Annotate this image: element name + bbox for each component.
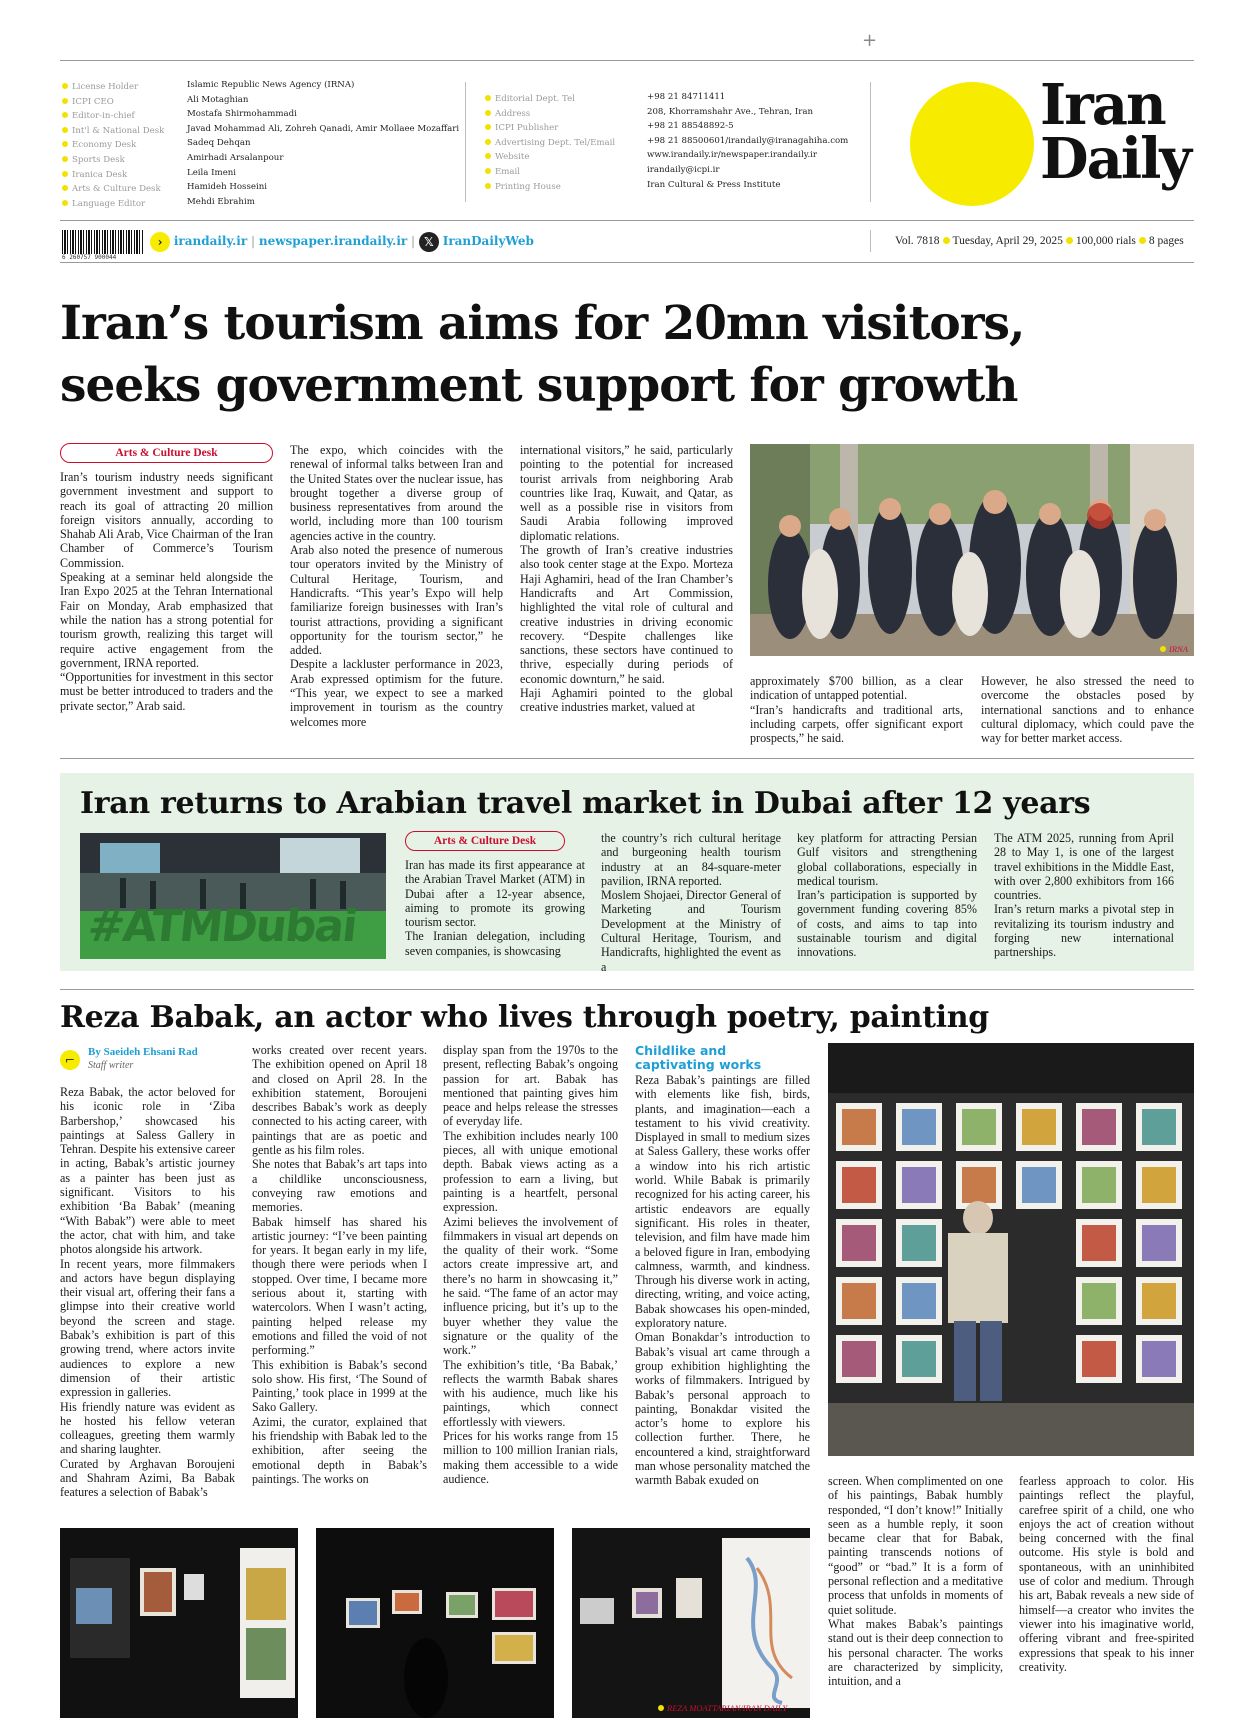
paragraph: Iran’s participation is supported by government funding covering 85% of costs, and aims to tap into sustainable tourism and digital innovations. [797,888,977,960]
masthead-value: irandaily@icpi.ir [647,164,720,175]
staff-labels [62,80,164,211]
article1-photo-credit: IRNA [1160,644,1188,654]
masthead-label: Printing House [485,180,615,195]
paragraph: The exhibition includes nearly 100 pieces, all with unique emotional depth. Babak views acting as a profession to earn a living, but painting is a heartfelt, personal expression. [443,1128,618,1215]
masthead-label: License Holder [62,80,164,95]
masthead-value: Mehdi Ebrahim [187,196,255,207]
masthead-value: Sadeq Dehqan [187,138,251,149]
masthead-value: Hamideh Hosseini [187,182,267,193]
masthead-value: Amirhadi Arsalanpour [187,152,284,163]
web-links: › irandaily.ir | newspaper.irandaily.ir | 𝕏 IranDailyWeb [150,228,534,254]
masthead-label: Arts & Culture Desk [62,182,164,197]
paragraph: The expo, which coincides with the renewal of informal talks between Iran and the United States over the nuclear issue, has brought together a diverse group of business representatives from around the world, including more than 100 tourism agencies active in the country. [290,443,503,543]
article3-col4 [635,1073,810,1488]
paragraph: Moslem Shojaei, Director General of Marketing and Tourism Development at the Ministry of Cultural Heritage, Tourism, and Handicrafts, highlighted the event as a [601,888,781,974]
article2-rule [60,989,1194,990]
paragraph: Arab also noted the presence of numerous tour operators invited by the Ministry of Cultural Heritage, Tourism, and Handicrafts. “This year’s Expo will help familiarize foreign businesses with Iran’s tourist attractions, providing a significant opportunity for the tourism sector,” he added. [290,543,503,658]
newspaper-link[interactable]: newspaper.irandaily.ir [258,234,408,248]
article3-col6 [1019,1474,1194,1674]
registration-mark: + [862,30,878,51]
paragraph: Despite a lackluster performance in 2023, Arab expressed optimism for the future. “This year, we expect to see a marked improvement in tourism as the country welcomes more [290,657,503,729]
paragraph: The ATM 2025, running from April 28 to May 1, is one of the largest travel exhibitions in the Middle East, with over 2,800 exhibitors from 166 countries. [994,831,1174,903]
article2-desk-badge: Arts & Culture Desk [405,831,565,851]
tourists-photo [750,444,1194,656]
paragraph: However, he also stressed the need to overcome the obstacles posed by international sanctions and to enhance cultural diplomacy, which could pave the way for better market access. [981,674,1194,746]
paragraph: Iran’s return marks a pivotal step in revitalizing its tourism industry and forging new international partnerships. [994,902,1174,960]
masthead-value: +98 21 84711411 [647,92,726,102]
masthead-value: Ali Motaghian [187,94,249,105]
x-social-icon: 𝕏 [419,232,439,252]
paragraph: Iran has made its first appearance at the Arabian Travel Market (ATM) in Dubai after a 12-year absence, aiming to promote its growing tourism sector. [405,858,585,930]
article1-col2 [290,443,503,729]
staff-values [187,78,459,209]
masthead-label: Email [485,165,615,180]
paragraph: This exhibition is Babak’s second solo show. His first, ‘The Sound of Painting,’ took place in 1999 at the Sako Gallery. [252,1357,427,1415]
paragraph: She notes that Babak’s art taps into a childlike unconsciousness, conveying raw emotions and memories. [252,1157,427,1215]
paragraph: “Iran’s handicrafts and traditional arts, including carpets, offer significant export prospects,” he said. [750,702,963,746]
paragraph: Curated by Arghavan Boroujeni and Shahram Azimi, Ba Babak features a selection of Babak’s [60,1456,235,1500]
issue-date: Tuesday, April 29, 2025 [952,235,1063,247]
arrow-right-icon: › [150,232,170,252]
masthead-divider-right [870,82,871,202]
article3-col5 [828,1474,1003,1688]
page-count: 8 pages [1148,235,1184,247]
article1-col5 [981,674,1194,745]
byline [60,1046,235,1076]
article1-col4 [750,674,963,745]
paragraph: Azimi believes the involvement of filmmakers in visual art depends on the quality of their work. “Some actors create impressive art, and there’s no harm in showcasing it,” he said. “The fame of an actor may influence pricing, but it’s up to the buyer whether they value the signature or the quality of the work.” [443,1214,618,1358]
masthead-label: Sports Desk [62,153,164,168]
paragraph: Reza Babak’s paintings are filled with elements like fish, birds, plants, and imagination—each a testament to his vivid creativity. Displayed in small to medium sizes at Saless Gallery, these works offer a window into his rich artistic world. While Babak is primarily recognized for his acting career, his artistic endeavors are equally significant. His roles in theater, television, and film have made him a beloved figure in Iran, embodying calmness, warmth, and kindness. Through his diverse work in acting, directing, writing, and voice acting, Babak showcases his open-minded, exploratory nature. [635,1073,810,1331]
gallery-photo-2 [316,1528,554,1718]
masthead-label: Editorial Dept. Tel [485,92,615,107]
masthead-label: Address [485,107,615,122]
masthead-value: www.irandaily.ir/newspaper.irandaily.ir [647,150,818,161]
masthead-value: Leila Imeni [187,167,237,178]
iran-daily-logo: Iran Daily [1040,72,1190,192]
paragraph: display span from the 1970s to the present, reflecting Babak’s ongoing passion for art. Babak has mentioned that painting gives him peace and helps release the stresses of everyday life. [443,1043,618,1129]
site-link[interactable]: irandaily.ir [173,234,248,248]
article1-rule [60,758,1194,759]
paragraph: works created over recent years. The exhibition opened on April 18 and closed on April 28. In the exhibition statement, Boroujeni describes Babak’s work as deeply connected to his acting career, with paintings that are as poetic and gentle as his film roles. [252,1043,427,1158]
masthead-value: +98 21 88500601/irandaily@iranagahiha.com [647,135,849,146]
article3-subhead: Childlike and captivating works [635,1043,762,1072]
paragraph: the country’s rich cultural heritage and burgeoning health tourism industry at an 84-square-meter pavilion, IRNA reported. [601,831,781,888]
article3-col2 [252,1043,427,1486]
byline-author: By Saeideh Ehsani Rad [88,1046,198,1058]
atm-sign: #ATMDubai [85,901,359,952]
paragraph: fearless approach to color. His paintings reflect the playful, carefree spirit of a child, one who enjoys the act of creation without being concerned with the final outcome. His style is bold and spontaneous, with an uninhibited use of color and medium. Through his art, Babak reveals a new side of himself—a creator who invites the viewer into his imaginative world, offering vibrant and free-spirited expressions that speak to his inner creativity. [1019,1474,1194,1674]
gallery-photo-3 [572,1528,810,1718]
masthead-divider [465,82,466,202]
paragraph: Babak himself has shared his artistic journey: “I’ve been painting for years. It began early in my life, though there were periods when I stopped. Over time, I became more serious about it, starting with watercolors. When I wasn’t acting, painting helped release my emotions and filled the void of not performing.” [252,1214,427,1358]
paragraph: approximately $700 billion, as a clear indication of untapped potential. [750,674,963,703]
masthead-value: Islamic Republic News Agency (IRNA) [187,80,355,90]
masthead-value: +98 21 88548892-5 [647,121,734,132]
masthead-label: Economy Desk [62,138,164,153]
article3-headline: Reza Babak, an actor who lives through poetry, painting [60,1000,989,1035]
paragraph: Oman Bonakdar’s introduction to Babak’s visual art came through a group exhibition highlighting the works of filmmakers. Intrigued by Babak’s personal approach to painting, Bonakdar visited the actor’s home to explore his collection further. There, he encountered a kind, straightforward man whose personality matched the warmth Babak exuded on [635,1330,810,1488]
social-handle[interactable]: IranDailyWeb [442,234,534,248]
paragraph: The growth of Iran’s creative industries also took center stage at the Expo. Morteza Haji Aghamiri, head of the Iran Chamber’s Handicrafts and Art Commission, highlighted the vital role of cultural and creative industries in driving economic recovery. “Despite challenges like sanctions, these sectors have continued to thrive, especially during periods of economic downturn,” he said. [520,543,733,686]
paragraph: His friendly nature was evident as he hosted his fellow veteran colleagues, greeting them warmly and sharing laughter. [60,1399,235,1457]
logo-sun-icon [910,82,1034,206]
paragraph: Azimi, the curator, explained that his friendship with Babak led to the exhibition, after seeing the emotional depth in Babak’s paintings. The works on [252,1414,427,1486]
contact-values [647,90,848,192]
masthead-label: Website [485,150,615,165]
paragraph: What makes Babak’s paintings stand out is their deep connection to his personal character. The works are characterized by simplicity, intuition, and a [828,1616,1003,1689]
paragraph: Reza Babak, the actor beloved for his iconic role in ‘Ziba Barbershop,’ showcased his paintings at Saless Gallery in Tehran. Despite his extensive career in acting, Babak’s artistic journey as a painter has been just as significant. Visitors to his exhibition ‘Ba Babak’ (meaning “With Babak”) were able to meet the actor, chat with him, and take photos alongside his artwork. [60,1085,235,1257]
masthead-rule [60,220,1194,221]
article1-headline: Iran’s tourism aims for 20mn visitors, seeks government support for growth [60,296,1025,413]
paragraph: The Iranian delegation, including seven companies, is showcasing [405,929,585,958]
top-rule [60,60,1194,61]
byline-role: Staff writer [88,1060,134,1071]
article1-desk-badge: Arts & Culture Desk [60,443,273,463]
paragraph: Haji Aghamiri pointed to the global creative industries market, valued at [520,686,733,715]
article2-col4 [994,831,1174,960]
article3-col3 [443,1043,618,1486]
author-icon: ⌐ [60,1050,80,1070]
article3-col1 [60,1085,235,1500]
masthead-value: Mostafa Shirmohammadi [187,109,297,120]
paragraph: screen. When complimented on one of his paintings, Babak humbly responded, “I don’t know!” Initially seen as a humble reply, it soon became clear that for Babak, painting transcends notions of “good” or “bad.” It is a form of personal reflection and a meditative process that unfolds in moments of quiet solitude. [828,1474,1003,1617]
strip-divider [870,230,871,252]
article3-photo-credit: REZA MOATTARIAN/IRAN DAILY [658,1703,787,1713]
paragraph: key platform for attracting Persian Gulf visitors and strengthening global collaborations, especially in medical tourism. [797,831,977,888]
masthead-label: Advertising Dept. Tel/Email [485,136,615,151]
barcode-icon [62,230,144,254]
price: 100,000 rials [1075,235,1136,247]
masthead-value: Iran Cultural & Press Institute [647,179,781,190]
paragraph: In recent years, more filmmakers and actors have begun displaying their visual art, offering their fans a glimpse into their creative world beyond the screen and stage. Babak’s exhibition is part of this growing trend, where actors invite audiences to explore a new dimension of their artistic expression in galleries. [60,1256,235,1400]
article2-headline: Iran returns to Arabian travel market in Dubai after 12 years [80,786,1091,821]
masthead-label: Int'l & National Desk [62,124,164,139]
masthead-label: Language Editor [62,197,164,212]
article2-col2 [601,831,781,974]
contact-labels [485,92,615,194]
paragraph: Iran’s tourism industry needs significant government investment and support to reach its goal of attracting 20 million foreign visitors annually, according to Shahab Ali Arab, Vice Chairman of the Iran Chamber of Commerce’s Tourism Commission. [60,470,273,570]
article2-col3 [797,831,977,960]
barcode-number: 6 260757 900044 [62,254,117,261]
paragraph: The exhibition’s title, ‘Ba Babak,’ reflects the warmth Babak shares with his audience, much like his paintings, which connect effortlessly with viewers. [443,1357,618,1429]
paragraph: international visitors,” he said, particularly pointing to the potential for increased tourist arrivals from neighboring Arab countries like Iraq, Kuwait, and Qatar, as well as a possible rise in visitors from Saudi Arabia following improved diplomatic relations. [520,443,733,543]
babak-gallery-photo [828,1043,1194,1456]
volume: Vol. 7818 [895,235,940,247]
issue-info [895,228,1184,254]
paragraph: “Opportunities for investment in this sector must be better introduced to traders and the private sector,” Arab said. [60,670,273,713]
paragraph: Prices for his works range from 15 million to 100 million Iranian rials, making them accessible to a wide audience. [443,1429,618,1486]
paragraph: Speaking at a seminar held alongside the Iran Expo 2025 at the Tehran International Fair on Monday, Arab emphasized that while the nation has a strong potential for tourism growth, realizing this target will require active engagement from the government, IRNA reported. [60,570,273,670]
masthead-label: ICPI CEO [62,95,164,110]
atm-dubai-photo [80,833,386,959]
masthead-label: ICPI Publisher [485,121,615,136]
article1-col1 [60,470,273,713]
masthead-label: Iranica Desk [62,168,164,183]
masthead-label: Editor-in-chief [62,109,164,124]
gallery-photo-1 [60,1528,298,1718]
article1-col3 [520,443,733,715]
strip-rule [60,262,1194,263]
article2-col1 [405,858,585,958]
masthead-value: Javad Mohammad Ali, Zohreh Qanadi, Amir Mollaee Mozaffari [187,123,460,134]
masthead-value: 208, Khorramshahr Ave., Tehran, Iran [647,106,813,117]
